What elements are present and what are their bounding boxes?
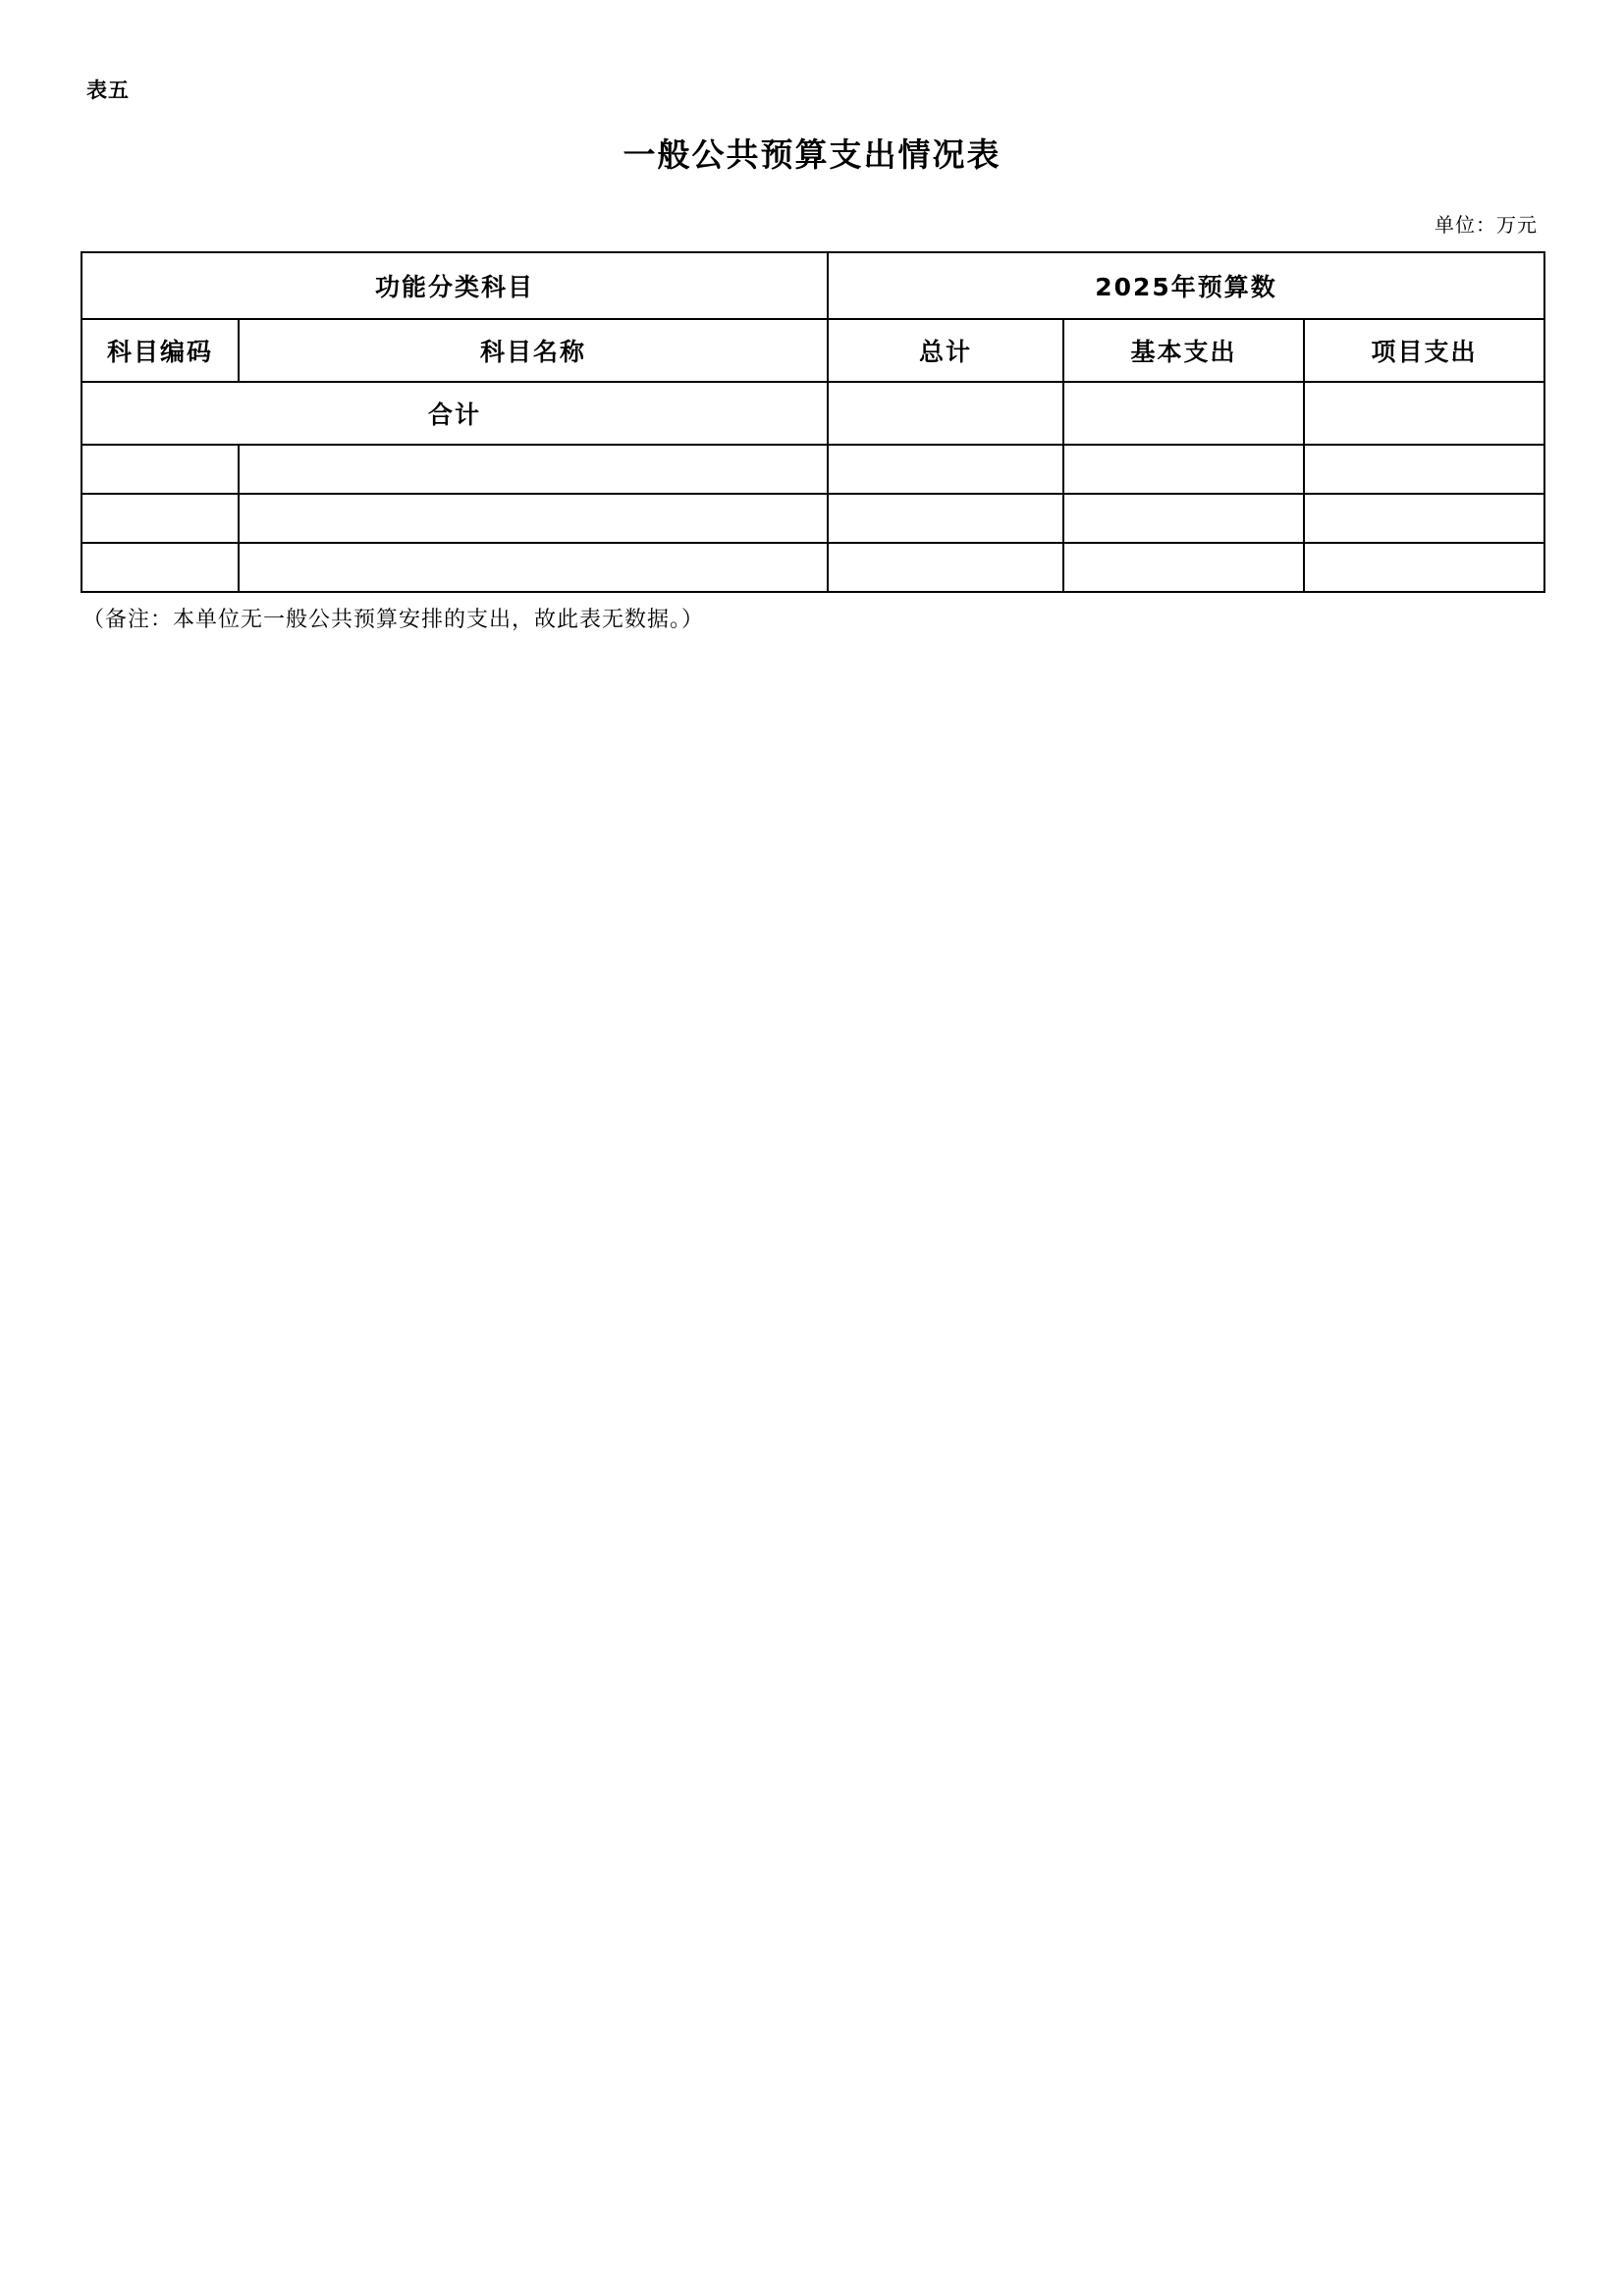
cell-project-expenditure (1304, 494, 1544, 543)
cell-total (828, 382, 1063, 445)
table-header-row (81, 319, 1544, 382)
budget-expenditure-table (81, 251, 1545, 593)
header-project-expenditure: 项目支出 (1304, 319, 1544, 382)
table-row (81, 382, 1544, 445)
unit-note: 单位：万元 (1435, 213, 1538, 237)
cell-basic-expenditure (1063, 382, 1304, 445)
cell-code (81, 494, 239, 543)
table-row (81, 494, 1544, 543)
cell-name (239, 543, 828, 592)
cell-name (239, 445, 828, 494)
cell-total (828, 494, 1063, 543)
cell-code (81, 445, 239, 494)
cell-name (239, 494, 828, 543)
header-functional-category: 功能分类科目 (81, 252, 828, 319)
cell-project-expenditure (1304, 445, 1544, 494)
cell-project-expenditure (1304, 543, 1544, 592)
header-year-budget: 2025年预算数 (828, 252, 1544, 319)
cell-basic-expenditure (1063, 494, 1304, 543)
header-name: 科目名称 (239, 319, 828, 382)
cell-project-expenditure (1304, 382, 1544, 445)
page-title: 一般公共预算支出情况表 (623, 135, 1001, 174)
cell-total (828, 543, 1063, 592)
cell-basic-expenditure (1063, 445, 1304, 494)
table-row (81, 543, 1544, 592)
table-header-group-row (81, 252, 1544, 319)
cell-total (828, 445, 1063, 494)
header-total: 总计 (828, 319, 1063, 382)
sheet-label: 表五 (86, 79, 130, 102)
table-row (81, 445, 1544, 494)
remark-note: （备注：本单位无一般公共预算安排的支出，故此表无数据。） (82, 608, 705, 632)
header-basic-expenditure: 基本支出 (1063, 319, 1304, 382)
cell-basic-expenditure (1063, 543, 1304, 592)
header-code: 科目编码 (81, 319, 239, 382)
cell-code (81, 543, 239, 592)
row-label-total: 合计 (81, 382, 828, 445)
